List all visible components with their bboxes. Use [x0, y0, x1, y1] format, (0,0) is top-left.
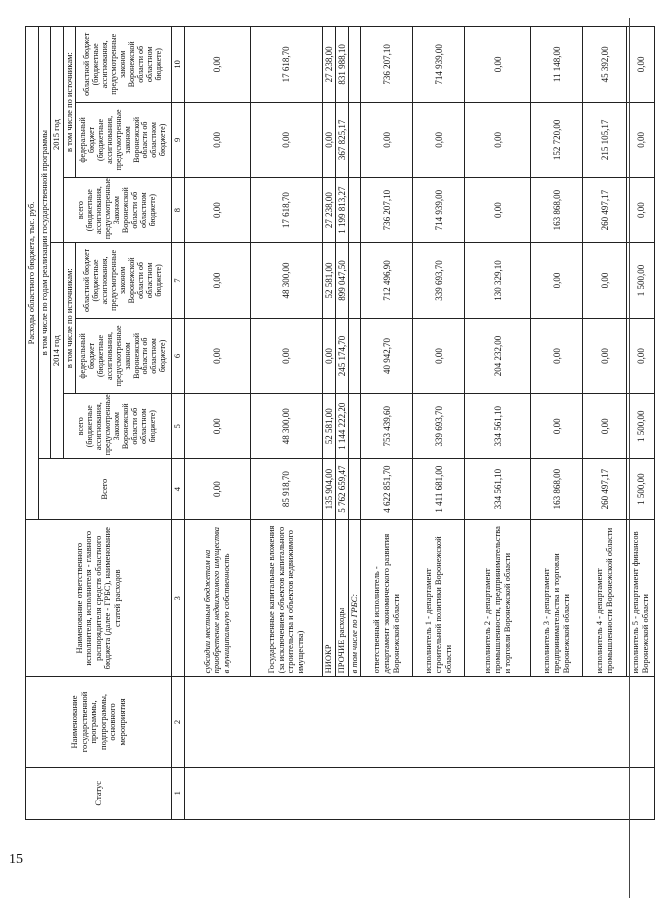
row-name: субсидии местным бюджетам на приобретение недвижимого имущества в муниципальную собственность: [184, 520, 250, 677]
cell-2015-federal: 367 825,17: [335, 102, 348, 178]
cell-2014-total: 1 144 222,20: [335, 394, 348, 459]
cell-2014-federal: 40 942,70: [361, 318, 413, 394]
cell-2014-total: 0,00: [531, 394, 583, 459]
cell-2015-federal: 0,00: [361, 102, 413, 178]
cell-2014-regional: 0,00: [583, 243, 627, 319]
cell-2014-total: 0,00: [583, 394, 627, 459]
header-2014-federal: федеральный бюджет (бюджетные ассигнования, предусмотренные законом Воронежской области об областном бюджете): [76, 318, 172, 394]
cell-2014-total: 52 581,00: [322, 394, 335, 459]
cell-2015-total: 17 618,70: [250, 178, 322, 243]
col-number: 10: [172, 27, 185, 103]
cell-total: [348, 459, 361, 520]
cell-total: 135 904,00: [322, 459, 335, 520]
cell-2015-total: 27 238,00: [322, 178, 335, 243]
cell-total: 0,00: [184, 459, 250, 520]
page-divider: [629, 18, 630, 898]
col-number: 3: [172, 520, 185, 677]
cell-total: 260 497,17: [583, 459, 627, 520]
cell-2015-federal: 215 105,17: [583, 102, 627, 178]
cell-2014-total: 753 439,60: [361, 394, 413, 459]
program-cell: [184, 677, 655, 767]
cell-total: 1 500,00: [627, 459, 655, 520]
header-expenses-title: Расходы областного бюджета, тыс. руб.: [26, 27, 39, 520]
row-name: ответственный исполнитель - департамент экономического развития Воронежской области: [361, 520, 413, 677]
cell-2014-regional: 0,00: [184, 243, 250, 319]
cell-2015-total: 1 199 813,27: [335, 178, 348, 243]
header-total: Всего: [38, 459, 172, 520]
cell-2014-federal: 0,00: [322, 318, 335, 394]
cell-2014-federal: 0,00: [184, 318, 250, 394]
cell-2015-total: 0,00: [465, 178, 531, 243]
cell-total: 1 411 681,00: [413, 459, 465, 520]
cell-2014-regional: 52 581,00: [322, 243, 335, 319]
header-2015-sources: в том числе по источникам:: [63, 27, 76, 178]
cell-2014-regional: 1 500,00: [627, 243, 655, 319]
row-name: НИОКР: [322, 520, 335, 677]
header-year-2014: 2014 год: [51, 243, 64, 459]
header-by-years: в том числе по годам реализации государственной программы: [38, 27, 51, 459]
cell-2014-federal: 0,00: [531, 318, 583, 394]
cell-2015-total: 736 207,10: [361, 178, 413, 243]
cell-2015-federal: 0,00: [465, 102, 531, 178]
cell-2015-total: 260 497,17: [583, 178, 627, 243]
col-number: 9: [172, 102, 185, 178]
col-number: 1: [172, 767, 185, 819]
cell-2014-total: 0,00: [184, 394, 250, 459]
cell-2015-regional: 17 618,70: [250, 27, 322, 103]
cell-2015-total: 163 868,00: [531, 178, 583, 243]
cell-2014-regional: 130 329,10: [465, 243, 531, 319]
cell-2014-total: 334 561,10: [465, 394, 531, 459]
cell-2014-regional: 339 693,70: [413, 243, 465, 319]
header-2014-total: всего (бюджетные ассигнования, предусмотренные Законом Воронежской области об областном бюджете): [63, 394, 172, 459]
row-name: Государственные капитальные вложения (за исключением объектов капитального строительства и объектов недвижимого имущества): [250, 520, 322, 677]
col-number: 6: [172, 318, 185, 394]
cell-2015-federal: 0,00: [250, 102, 322, 178]
header-2014-sources: в том числе по источникам:: [63, 243, 76, 394]
cell-2014-federal: 0,00: [627, 318, 655, 394]
col-number: 8: [172, 178, 185, 243]
row-name: в том числе по ГРБС:: [348, 520, 361, 677]
cell-total: 85 918,70: [250, 459, 322, 520]
header-program-name: Наименование государственной программы, подпрограммы, основного мероприятия: [26, 677, 172, 767]
row-name: исполнитель 2 - департамент промышленности, предпринимательства и торговли Воронежской области: [465, 520, 531, 677]
table-row: [184, 27, 250, 820]
cell-2015-total: 0,00: [627, 178, 655, 243]
cell-2015-federal: 0,00: [322, 102, 335, 178]
cell-2015-regional: [348, 27, 361, 103]
col-number: 4: [172, 459, 185, 520]
cell-2015-total: 0,00: [184, 178, 250, 243]
cell-2015-federal: 152 720,00: [531, 102, 583, 178]
cell-2015-regional: 714 939,00: [413, 27, 465, 103]
cell-2015-regional: 0,00: [184, 27, 250, 103]
header-year-2015: 2015 год: [51, 27, 64, 243]
cell-2015-total: [348, 178, 361, 243]
header-2015-regional: областной бюджет (бюджетные ассигнования, предусмотренные законом Воронежской области об областном бюджете): [76, 27, 172, 103]
header-status: Статус: [26, 767, 172, 819]
col-number: 2: [172, 677, 185, 767]
cell-2015-regional: 45 392,00: [583, 27, 627, 103]
cell-2015-regional: 11 148,00: [531, 27, 583, 103]
cell-2014-regional: [348, 243, 361, 319]
cell-2015-regional: 831 988,10: [335, 27, 348, 103]
cell-2014-regional: 48 300,00: [250, 243, 322, 319]
cell-total: 4 622 851,70: [361, 459, 413, 520]
cell-2015-total: 714 939,00: [413, 178, 465, 243]
cell-2014-federal: 204 232,00: [465, 318, 531, 394]
col-number: 5: [172, 394, 185, 459]
cell-2015-federal: [348, 102, 361, 178]
cell-2014-regional: 899 047,50: [335, 243, 348, 319]
cell-total: 334 561,10: [465, 459, 531, 520]
row-name: ПРОЧИЕ расходы: [335, 520, 348, 677]
header-2015-federal: федеральный бюджет (бюджетные ассигнования, предусмотренные законом Воронежской области об областном бюджете): [76, 102, 172, 178]
header-2014-regional: областной бюджет (бюджетные ассигнования, предусмотренные законом Воронежской области об областном бюджете): [76, 243, 172, 319]
cell-2014-federal: 245 174,70: [335, 318, 348, 394]
page-number: 15: [9, 852, 23, 867]
header-executor: Наименование ответственного исполнителя, исполнителя - главного распорядителя средств областного бюджета (далее - ГРБС), наименование статей расходов: [26, 520, 172, 677]
budget-table: [25, 26, 655, 820]
cell-total: 163 868,00: [531, 459, 583, 520]
cell-total: 5 762 659,47: [335, 459, 348, 520]
col-number: 7: [172, 243, 185, 319]
row-name: исполнитель 3 - департамент предпринимательства и торговли Воронежской области: [531, 520, 583, 677]
cell-2015-federal: 0,00: [413, 102, 465, 178]
row-name: исполнитель 1 - департамент строительной политики Воронежской области: [413, 520, 465, 677]
cell-2015-regional: 736 207,10: [361, 27, 413, 103]
cell-2015-regional: 27 238,00: [322, 27, 335, 103]
row-name: исполнитель 4 - департамент промышленности Воронежской области: [583, 520, 627, 677]
cell-2014-federal: 0,00: [250, 318, 322, 394]
cell-2014-total: 339 693,70: [413, 394, 465, 459]
row-name: исполнитель 5 - департамент финансов Воронежской области: [627, 520, 655, 677]
cell-2015-regional: 0,00: [465, 27, 531, 103]
cell-2014-total: [348, 394, 361, 459]
cell-2014-total: 1 500,00: [627, 394, 655, 459]
cell-2015-federal: 0,00: [184, 102, 250, 178]
cell-2014-federal: [348, 318, 361, 394]
cell-2015-regional: 0,00: [627, 27, 655, 103]
cell-2015-federal: 0,00: [627, 102, 655, 178]
cell-2014-regional: 712 496,90: [361, 243, 413, 319]
cell-2014-federal: 0,00: [583, 318, 627, 394]
cell-2014-total: 48 300,00: [250, 394, 322, 459]
header-2015-total: всего (бюджетные ассигнования, предусмотренные Законом Воронежской области об областном бюджете): [63, 178, 172, 243]
cell-2014-federal: 0,00: [413, 318, 465, 394]
cell-2014-regional: 0,00: [531, 243, 583, 319]
status-cell: [184, 767, 655, 819]
